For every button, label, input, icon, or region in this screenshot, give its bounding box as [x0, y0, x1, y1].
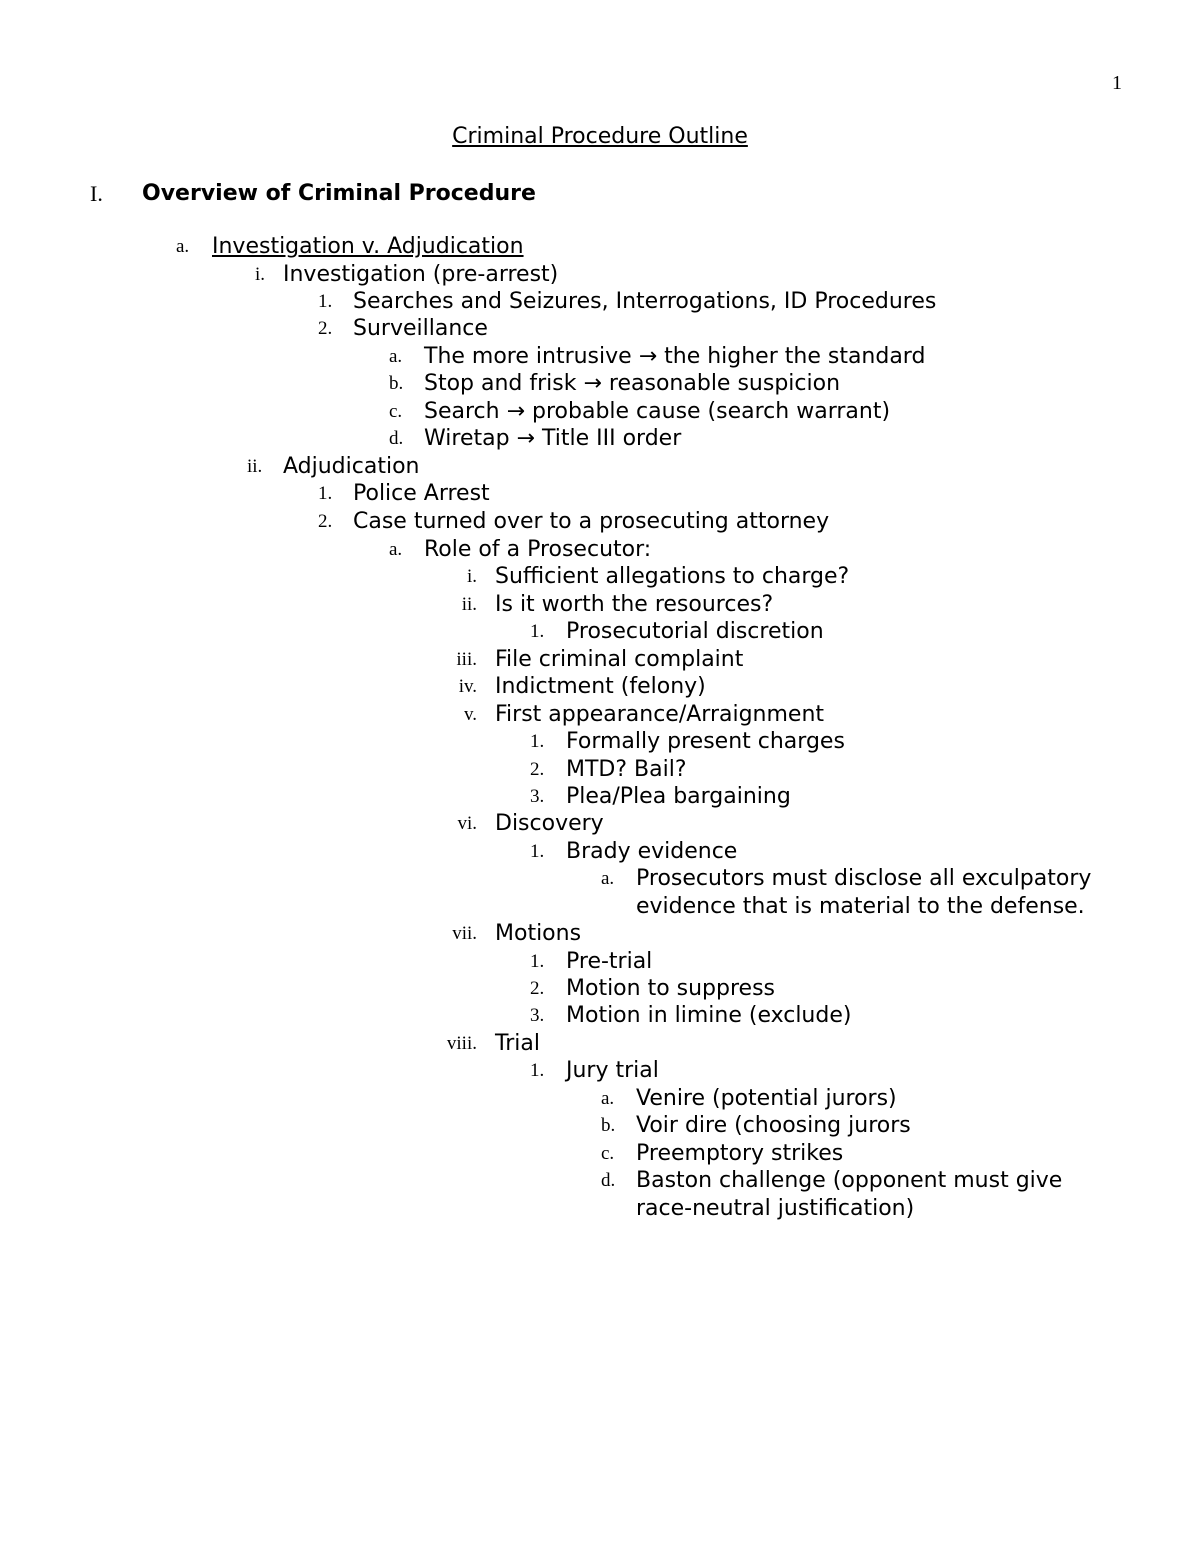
outline-item: [0, 1002, 1200, 1029]
outline-item: [0, 180, 1200, 207]
outline-text: File criminal complaint: [495, 647, 744, 672]
outline-text: Case turned over to a prosecuting attorney: [353, 509, 830, 534]
outline-item-text: [495, 673, 1195, 700]
outline-marker: i.: [466, 566, 477, 587]
outline-item: [0, 1030, 477, 1057]
outline-marker: ii.: [247, 456, 263, 477]
outline-text: evidence that is material to the defense.: [636, 894, 1085, 919]
outline-item: [0, 1140, 1200, 1167]
outline-item: [0, 1112, 1200, 1139]
outline-marker: 2.: [530, 978, 545, 999]
right-arrow-icon: →: [506, 399, 526, 424]
outline-marker: 1.: [530, 951, 545, 972]
outline-item: [0, 453, 1200, 480]
outline-text: Discovery: [495, 811, 604, 836]
outline-text: Overview of Criminal Procedure: [142, 181, 536, 206]
outline-item: [0, 425, 1200, 452]
outline-item: [0, 756, 1200, 783]
outline-item: [0, 838, 1200, 865]
outline-text: Preemptory strikes: [636, 1141, 844, 1166]
outline-item: [0, 508, 1200, 535]
outline-text: Role of a Prosecutor:: [424, 537, 652, 562]
outline-text: Is it worth the resources?: [495, 592, 774, 617]
document-title: Criminal Procedure Outline: [452, 124, 748, 149]
outline-marker: I.: [90, 181, 103, 206]
outline-item-text: [495, 1030, 1195, 1057]
outline-text: MTD? Bail?: [566, 757, 687, 782]
outline-text: Venire (potential jurors): [636, 1086, 897, 1111]
outline-text: Surveillance: [353, 316, 488, 341]
outline-text: Motions: [495, 921, 582, 946]
outline-text: Baston challenge (opponent must give: [636, 1168, 1063, 1193]
outline-marker: d.: [601, 1170, 616, 1191]
outline-text: Plea/Plea bargaining: [566, 784, 791, 809]
outline-item-text: [495, 563, 1195, 590]
outline-marker: a.: [601, 868, 615, 889]
outline-marker: 1.: [318, 291, 333, 312]
outline-marker: 1.: [530, 841, 545, 862]
outline-item: [0, 975, 1200, 1002]
outline-item-text: [495, 920, 1195, 947]
outline-text: Trial: [495, 1031, 540, 1056]
outline-text: Adjudication: [283, 454, 420, 479]
outline-item: [0, 315, 1200, 342]
outline-marker: iii.: [456, 649, 477, 670]
outline-text: Formally present charges: [566, 729, 845, 754]
outline-text: Prosecutorial discretion: [566, 619, 824, 644]
right-arrow-icon: →: [638, 344, 658, 369]
outline-text: Indictment (felony): [495, 674, 706, 699]
outline-marker: ii.: [461, 594, 477, 615]
outline-item: [0, 618, 1200, 645]
outline-text: Brady evidence: [566, 839, 738, 864]
outline-marker: b.: [601, 1115, 616, 1136]
outline-text: Pre-trial: [566, 949, 653, 974]
outline-text: First appearance/Arraignment: [495, 702, 825, 727]
outline-marker: a.: [601, 1088, 615, 1109]
outline-text: Searches and Seizures, Interrogations, ID Procedures: [353, 289, 937, 314]
outline-item: [0, 480, 1200, 507]
outline-item: [0, 810, 477, 837]
outline-text: Search → probable cause (search warrant): [424, 399, 891, 424]
outline-item: [0, 343, 1200, 370]
outline-item: [0, 701, 477, 728]
outline-item: [0, 646, 477, 673]
outline-text: Wiretap → Title III order: [424, 426, 682, 451]
outline-text: Jury trial: [566, 1058, 659, 1083]
outline-marker: vi.: [457, 813, 477, 834]
right-arrow-icon: →: [516, 426, 535, 451]
outline-marker: 2.: [318, 511, 333, 532]
outline-item: [0, 591, 477, 618]
outline-item: [0, 398, 1200, 425]
outline-item: [0, 1057, 1200, 1084]
outline-marker: vii.: [452, 923, 477, 944]
outline-marker: c.: [601, 1143, 615, 1164]
outline-item: [0, 370, 1200, 397]
outline-marker: i.: [255, 264, 266, 285]
outline-marker: 3.: [530, 1005, 545, 1026]
outline-marker: iv.: [458, 676, 477, 697]
outline-item: [0, 783, 1200, 810]
outline-text: Motion to suppress: [566, 976, 776, 1001]
outline-text: Stop and frisk → reasonable suspicion: [424, 371, 841, 396]
outline-item-text: [495, 646, 1195, 673]
outline-text: race-neutral justification): [636, 1196, 915, 1221]
outline-marker: c.: [389, 401, 403, 422]
outline-marker: viii.: [446, 1033, 477, 1054]
outline-marker: d.: [389, 428, 404, 449]
outline-item: [0, 261, 1200, 288]
outline-item-continuation: [0, 1195, 1200, 1222]
outline-text: Motion in limine (exclude): [566, 1003, 852, 1028]
outline-marker: 1.: [318, 483, 333, 504]
outline-marker: a.: [389, 539, 403, 560]
outline-item: [0, 948, 1200, 975]
outline-item-text: [495, 591, 1195, 618]
outline-marker: a.: [389, 346, 403, 367]
outline-item-continuation: [0, 893, 1200, 920]
outline-item: [0, 1085, 1200, 1112]
outline-marker: 2.: [530, 759, 545, 780]
page-number: 1: [1112, 72, 1122, 94]
outline-text: The more intrusive → the higher the standard: [424, 344, 926, 369]
outline-text: Voir dire (choosing jurors: [636, 1113, 911, 1138]
outline-item: [0, 1167, 1200, 1194]
right-arrow-icon: →: [583, 371, 602, 396]
outline-item: [0, 673, 477, 700]
outline-marker: 2.: [318, 318, 333, 339]
outline-text: Investigation (pre-arrest): [283, 262, 559, 287]
outline-marker: 1.: [530, 731, 545, 752]
outline-marker: 1.: [530, 621, 545, 642]
outline-text: Police Arrest: [353, 481, 490, 506]
outline-item: [0, 233, 1200, 260]
outline-item: [0, 728, 1200, 755]
outline-marker: b.: [389, 373, 404, 394]
outline-text: Sufficient allegations to charge?: [495, 564, 850, 589]
outline-marker: a.: [176, 236, 190, 257]
outline-item-text: [495, 810, 1195, 837]
outline-marker: 3.: [530, 786, 545, 807]
outline-marker: 1.: [530, 1060, 545, 1081]
outline-item: [0, 865, 1200, 892]
outline-text: Prosecutors must disclose all exculpatory: [636, 866, 1092, 891]
outline-item: [0, 288, 1200, 315]
outline-item: [0, 920, 477, 947]
outline-item: [0, 536, 1200, 563]
outline-item: [0, 563, 477, 590]
outline-marker: v.: [463, 704, 477, 725]
outline-text: Investigation v. Adjudication: [212, 234, 524, 259]
outline-item-text: [495, 701, 1195, 728]
